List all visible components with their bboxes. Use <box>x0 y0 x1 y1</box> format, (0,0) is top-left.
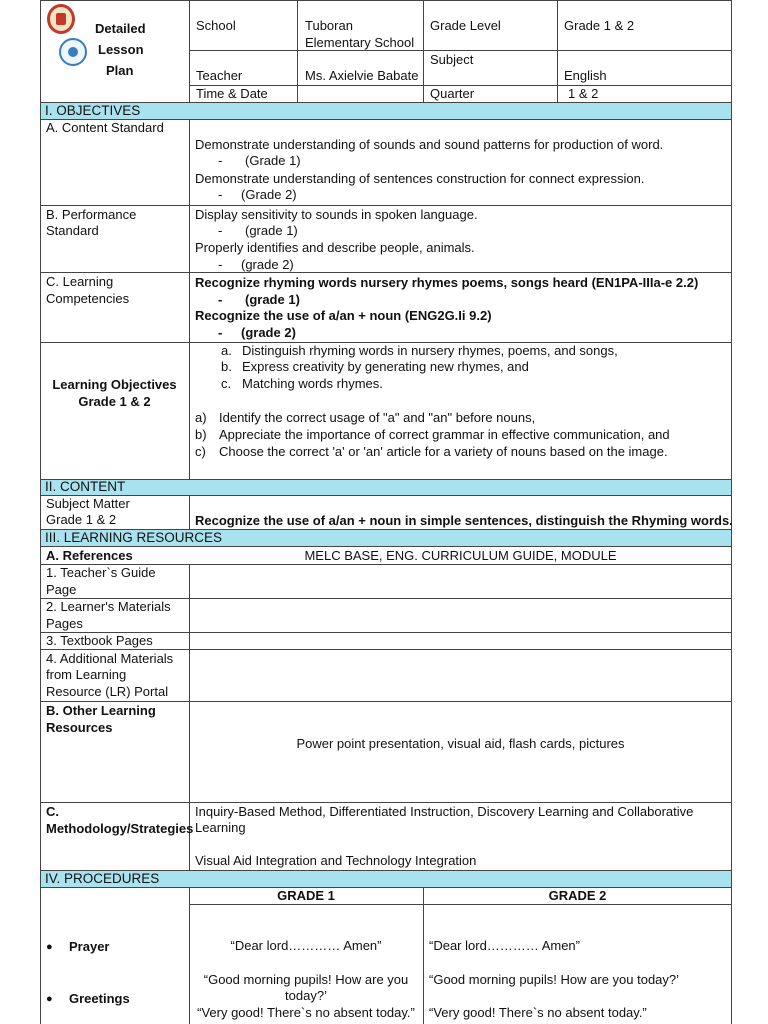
title-line-3: Plan <box>106 63 134 78</box>
subject-matter-label-1: Subject Matter <box>46 496 130 511</box>
procedures-heading: IV. PROCEDURES <box>45 871 160 886</box>
learning-objectives-label-1: Learning Objectives <box>52 377 177 392</box>
grade1-objective-c: Matching words rhymes. <box>242 376 383 391</box>
greeting-grade1 <box>189 972 423 1021</box>
teacher-label: Teacher <box>196 68 243 83</box>
greeting-grade1-line-2: today?’ <box>285 988 327 1003</box>
greeting-grade2-line-2: “Very good! There`s no absent today.” <box>429 1005 647 1020</box>
content-standard-line-3: Demonstrate understanding of sentences construction for connect expression. <box>195 171 645 186</box>
other-resources-value: Power point presentation, visual aid, flash cards, pictures <box>296 736 625 751</box>
references-label: A. References <box>46 548 133 563</box>
learning-competency-line-2: (grade 1) <box>245 292 300 307</box>
methodology-line-1: Inquiry-Based Method, Differentiated Instruction, Discovery Learning and Collaborative <box>195 804 694 819</box>
grade1-objective-b: Express creativity by generating new rhymes, and <box>242 359 529 374</box>
grade-level-value: Grade 1 & 2 <box>564 18 635 33</box>
content-heading: II. CONTENT <box>45 479 126 494</box>
deped-seal-logo <box>59 38 87 66</box>
school-seal-logo <box>47 4 75 34</box>
learners-materials-label-1: 2. Learner's Materials <box>46 599 171 614</box>
grade2-heading: GRADE 2 <box>548 888 607 903</box>
step-prayer: Prayer <box>69 939 110 954</box>
lesson-plan-document <box>40 0 732 1024</box>
dash: - <box>218 292 223 307</box>
other-resources-label-2: Resources <box>46 720 113 735</box>
step-greetings: Greetings <box>69 991 130 1006</box>
learning-competencies-label-1: C. Learning <box>46 274 114 289</box>
content-standard-line-4: (Grade 2) <box>241 187 297 202</box>
dash: - <box>218 153 223 168</box>
methodology-line-3: Visual Aid Integration and Technology Integration <box>195 853 477 868</box>
title-line-1: Detailed <box>95 21 146 36</box>
greeting-grade1-line-1: “Good morning pupils! How are you <box>203 972 409 987</box>
methodology-label-1: C. <box>46 804 59 819</box>
prayer-grade2: “Dear lord………… Amen” <box>429 938 580 953</box>
other-resources-label-1: B. Other Learning <box>46 703 156 718</box>
performance-standard-label-1: B. Performance <box>46 207 137 222</box>
learning-competency-line-3: Recognize the use of a/an + noun (ENG2G.Ii 9.2) <box>195 308 492 323</box>
greeting-grade2-line-1: “Good morning pupils! How are you today?’ <box>429 972 680 987</box>
objective-marker: b. <box>221 359 232 374</box>
time-date-label: Time & Date <box>196 86 268 101</box>
content-standard-label: A. Content Standard <box>46 120 164 135</box>
objectives-band <box>40 102 732 119</box>
learning-competency-line-4: (grade 2) <box>241 325 296 340</box>
objectives-heading: I. OBJECTIVES <box>45 103 141 118</box>
objective-marker: c. <box>221 376 232 391</box>
subject-matter-value: Recognize the use of a/an + noun in simple sentences, distinguish the Rhyming words. <box>195 513 733 528</box>
content-standard-line-2: (Grade 1) <box>245 153 301 168</box>
dash: - <box>218 187 223 202</box>
quarter-label: Quarter <box>430 86 475 101</box>
school-label: School <box>196 18 236 33</box>
title-line-2: Lesson <box>98 42 144 57</box>
additional-materials-label-1: 4. Additional Materials <box>46 651 174 666</box>
subject-matter-label-2: Grade 1 & 2 <box>46 512 117 527</box>
teachers-guide-label-2: Page <box>46 582 77 597</box>
objective-marker: a. <box>221 343 232 358</box>
bullet-icon: ● <box>46 941 53 953</box>
additional-materials-label-2: from Learning <box>46 667 127 682</box>
performance-standard-line-2: (grade 1) <box>245 223 298 238</box>
learners-materials-label-2: Pages <box>46 616 83 631</box>
objective-marker: a) <box>195 410 207 425</box>
prayer-grade1: “Dear lord………… Amen” <box>230 938 382 953</box>
learning-objectives-label-2: Grade 1 & 2 <box>78 394 151 409</box>
objective-marker: c) <box>195 444 206 459</box>
objective-marker: b) <box>195 427 207 442</box>
subject-value: English <box>564 68 607 83</box>
greeting-grade1-line-3: “Very good! There`s no absent today.” <box>197 1005 415 1020</box>
dash: - <box>218 223 223 238</box>
textbook-pages-label: 3. Textbook Pages <box>46 633 153 648</box>
learning-competency-line-1: Recognize rhyming words nursery rhymes poems, songs heard (EN1PA-IIIa-e 2.2) <box>195 275 699 290</box>
learning-objectives-label <box>40 376 189 410</box>
school-value-line-2: Elementary School <box>305 35 415 50</box>
subject-label: Subject <box>430 52 474 67</box>
grade2-objective-a: Identify the correct usage of "a" and "an" before nouns, <box>219 410 536 425</box>
additional-materials-label-3: Resource (LR) Portal <box>46 684 169 699</box>
performance-standard-line-3: Properly identifies and describe people, animals. <box>195 240 475 255</box>
learning-competencies-label-2: Competencies <box>46 291 130 306</box>
dash: - <box>218 325 223 340</box>
teachers-guide-label-1: 1. Teacher`s Guide <box>46 565 156 580</box>
performance-standard-line-4: (grade 2) <box>241 257 294 272</box>
performance-standard-line-1: Display sensitivity to sounds in spoken language. <box>195 207 478 222</box>
methodology-line-2: Learning <box>195 820 246 835</box>
dash: - <box>218 257 223 272</box>
quarter-value: 1 & 2 <box>568 86 599 101</box>
content-band <box>40 479 732 495</box>
methodology-label-2: Methodology/Strategies <box>46 821 194 836</box>
performance-standard-label-2: Standard <box>46 223 99 238</box>
teacher-value: Ms. Axielvie Babate <box>305 68 419 83</box>
grade2-objective-b: Appreciate the importance of correct grammar in effective communication, and <box>219 427 670 442</box>
grade-level-label: Grade Level <box>430 18 501 33</box>
grade1-objective-a: Distinguish rhyming words in nursery rhymes, poems, and songs, <box>242 343 618 358</box>
grade1-heading: GRADE 1 <box>277 888 335 903</box>
grade2-objective-c: Choose the correct 'a' or 'an' article for a variety of nouns based on the image. <box>219 444 668 459</box>
content-standard-line-1: Demonstrate understanding of sounds and sound patterns for production of word. <box>195 137 664 152</box>
resources-heading: III. LEARNING RESOURCES <box>45 530 223 545</box>
references-value: MELC BASE, ENG. CURRICULUM GUIDE, MODULE <box>304 548 617 563</box>
school-value-line-1: Tuboran <box>305 18 353 33</box>
bullet-icon: ● <box>46 993 53 1005</box>
